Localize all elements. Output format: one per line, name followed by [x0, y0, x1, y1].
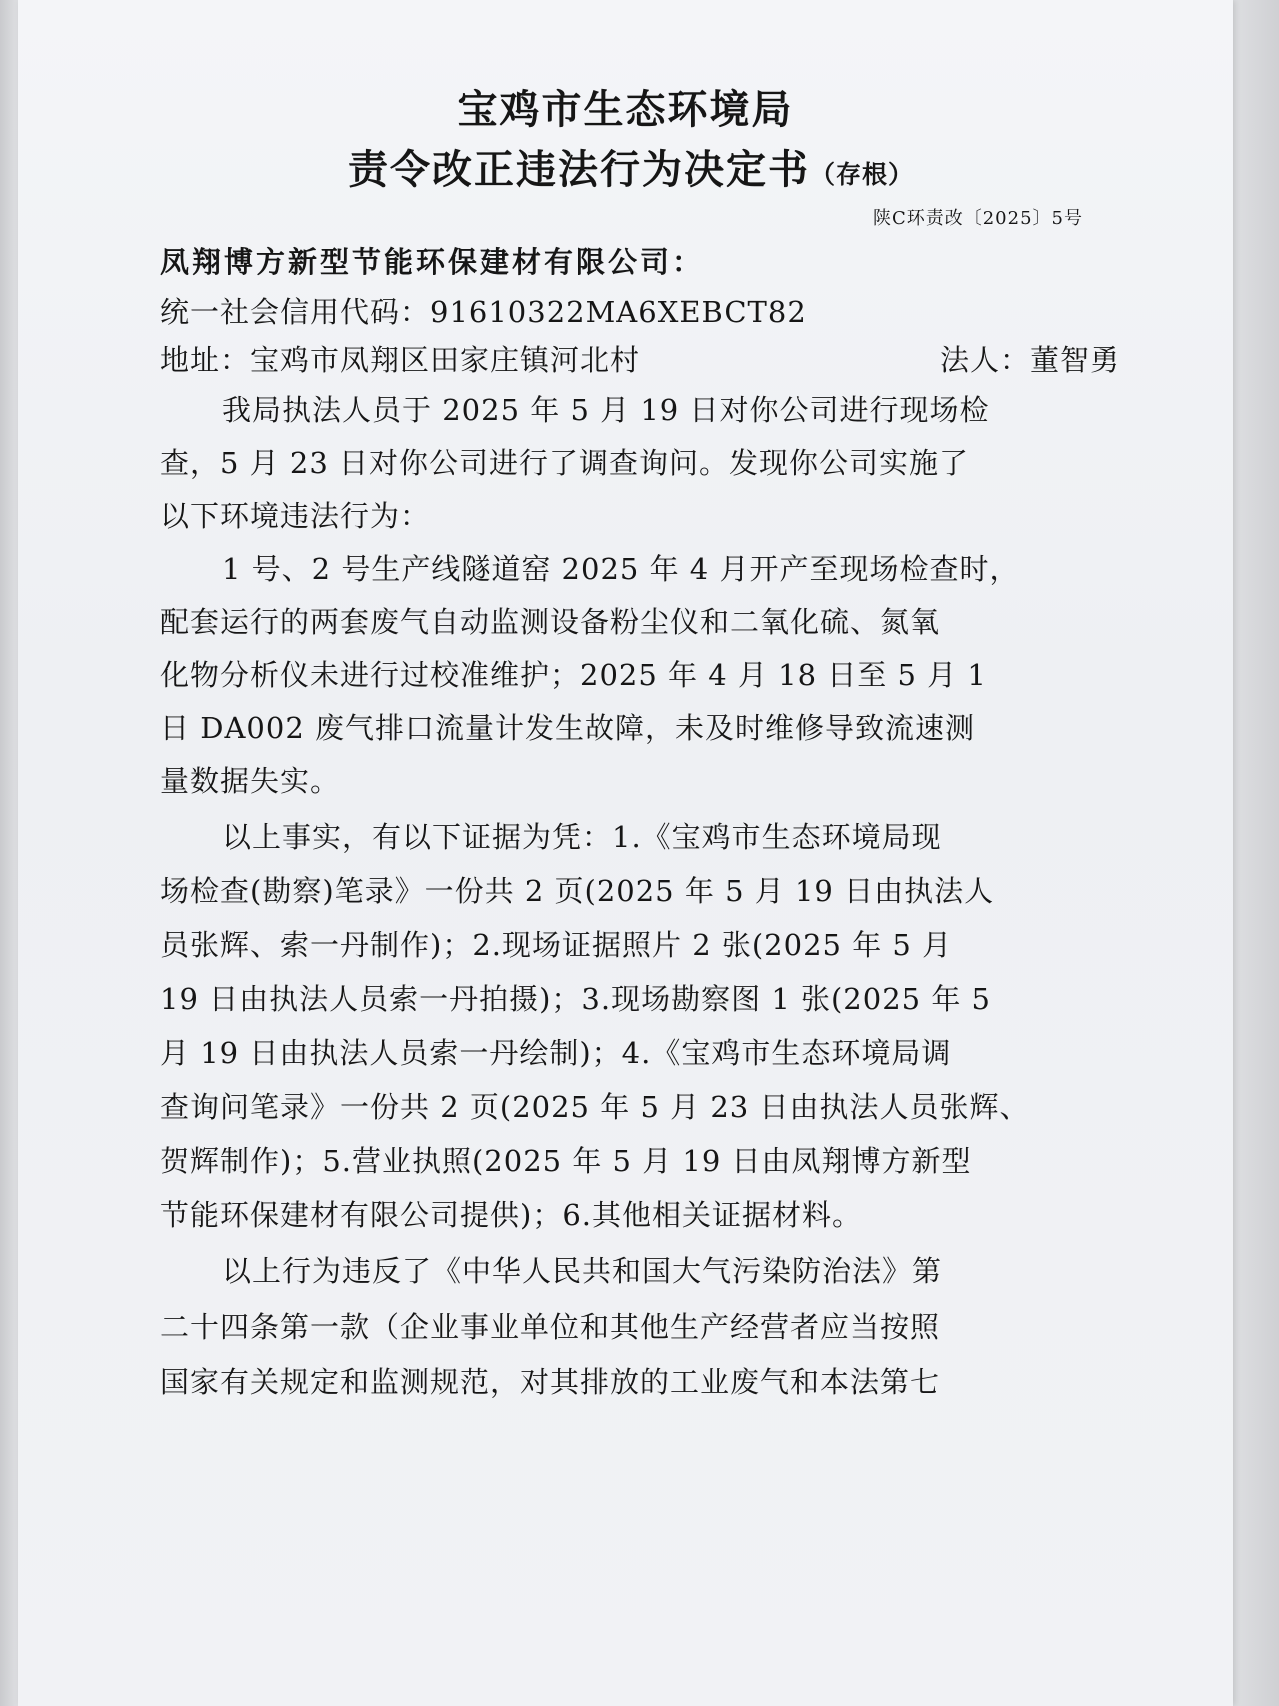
body-line: 月 19 日由执法人员索一丹绘制)；4.《宝鸡市生态环境局调: [160, 1036, 952, 1070]
body-line: 国家有关规定和监测规范，对其排放的工业废气和本法第七: [160, 1365, 941, 1399]
body-line: 以下环境违法行为：: [160, 499, 431, 533]
document-title: [348, 138, 914, 195]
body-line: 化物分析仪未进行过校准维护；2025 年 4 月 18 日至 5 月 1: [160, 658, 987, 692]
body-line: 日 DA002 废气排口流量计发生故障，未及时维修导致流速测: [160, 711, 975, 745]
document-number: 陕C环责改〔2025〕5号: [872, 208, 1083, 229]
document-title-suffix: （存根）: [810, 160, 915, 189]
body-line: 节能环保建材有限公司提供)；6.其他相关证据材料。: [160, 1198, 862, 1232]
document-title-agency: 宝鸡市生态环境局: [457, 86, 794, 133]
body-line: 我局执法人员于 2025 年 5 月 19 日对你公司进行现场检: [222, 393, 990, 427]
body-line: 1 号、2 号生产线隧道窑 2025 年 4 月开产至现场检查时，: [222, 552, 1020, 586]
body-line: 场检查(勘察)笔录》一份共 2 页(2025 年 5 月 19 日由执法人: [160, 874, 995, 908]
body-line: 以上行为违反了《中华人民共和国大气污染防治法》第: [222, 1254, 943, 1288]
recipient-company: 凤翔博方新型节能环保建材有限公司：: [160, 245, 705, 279]
document-title-text: 责令改正违法行为决定书: [348, 146, 810, 193]
body-line: 量数据失实。: [160, 764, 341, 798]
body-line: 配套运行的两套废气自动监测设备粉尘仪和二氧化硫、氮氧: [160, 605, 941, 639]
body-line: 员张辉、索一丹制作)；2.现场证据照片 2 张(2025 年 5 月: [160, 928, 953, 962]
body-line: 查，5 月 23 日对你公司进行了调查询问。发现你公司实施了: [160, 446, 970, 480]
document-page: [18, 0, 1233, 1706]
credit-code: 统一社会信用代码：91610322MA6XEBCT82: [160, 295, 807, 329]
address-line: [160, 338, 1120, 379]
body-line: 19 日由执法人员索一丹拍摄)；3.现场勘察图 1 张(2025 年 5: [160, 982, 991, 1016]
legal-representative: 法人：董智勇: [939, 343, 1120, 377]
body-line: 二十四条第一款（企业事业单位和其他生产经营者应当按照: [160, 1310, 941, 1344]
body-line: 查询问笔录》一份共 2 页(2025 年 5 月 23 日由执法人员张辉、: [160, 1090, 1030, 1124]
body-line: 贺辉制作)；5.营业执照(2025 年 5 月 19 日由凤翔博方新型: [160, 1144, 972, 1178]
body-line: 以上事实，有以下证据为凭：1.《宝鸡市生态环境局现: [222, 820, 942, 854]
scan-edge-right: [1231, 0, 1279, 1706]
address: 地址：宝鸡市凤翔区田家庄镇河北村: [160, 343, 641, 377]
